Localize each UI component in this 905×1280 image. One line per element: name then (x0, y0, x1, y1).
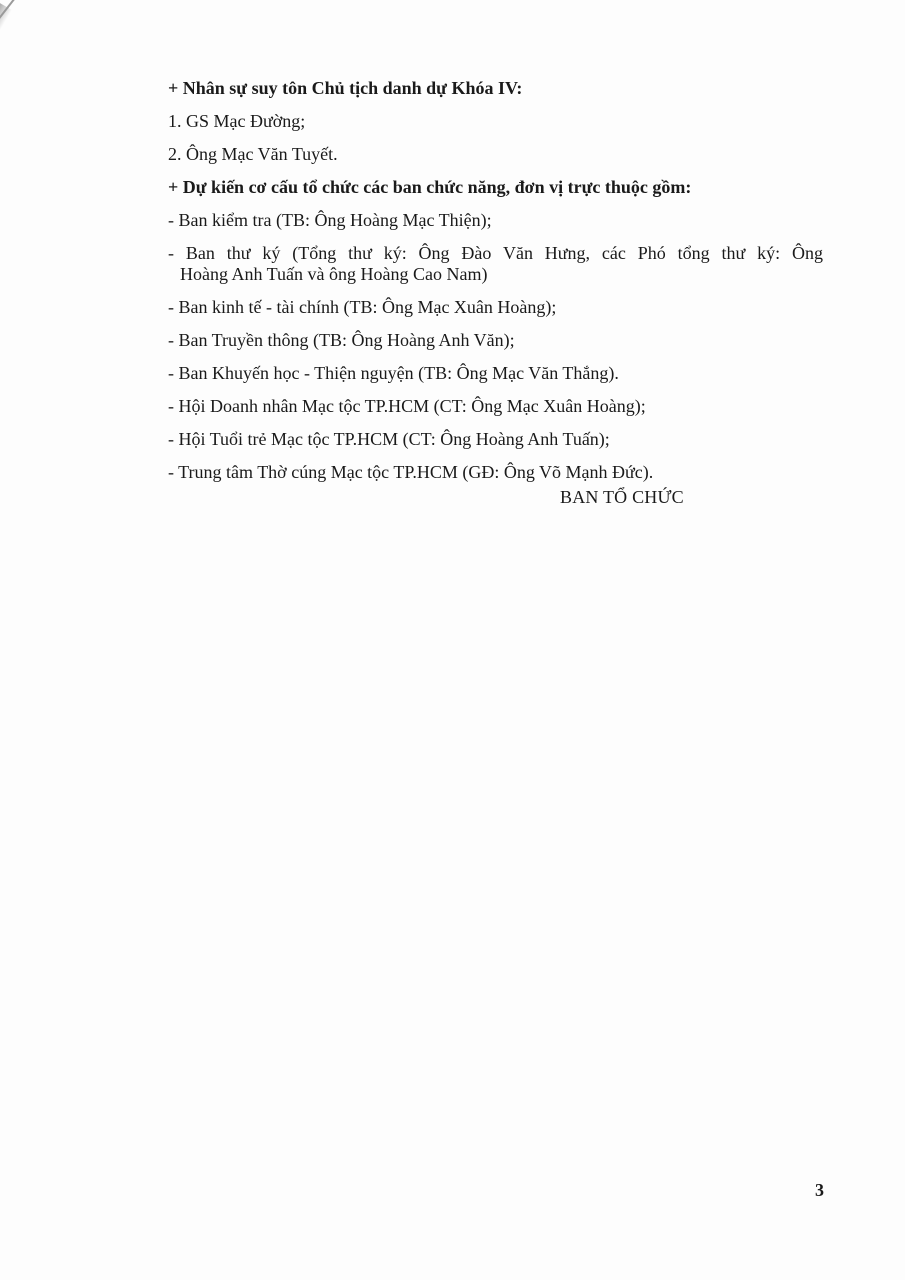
structure-item-line: - Ban thư ký (Tổng thư ký: Ông Đào Văn Hưng, các Phó tổng thư ký: Ông (168, 243, 823, 263)
signature-organizing-committee: BAN TỔ CHỨC (560, 487, 684, 507)
structure-item: - Ban kinh tế - tài chính (TB: Ông Mạc Xuân Hoàng); (168, 297, 557, 317)
heading-honorary: + Nhân sự suy tôn Chủ tịch danh dự Khóa IV: (168, 78, 523, 98)
honorary-item: 2. Ông Mạc Văn Tuyết. (168, 144, 338, 164)
structure-item: - Ban kiểm tra (TB: Ông Hoàng Mạc Thiện); (168, 210, 492, 230)
structure-item: - Hội Doanh nhân Mạc tộc TP.HCM (CT: Ông Mạc Xuân Hoàng); (168, 396, 646, 416)
structure-item: - Trung tâm Thờ cúng Mạc tộc TP.HCM (GĐ: Ông Võ Mạnh Đức). (168, 462, 654, 482)
structure-item-secretariat (168, 243, 823, 285)
structure-item-line-continued: Hoàng Anh Tuấn và ông Hoàng Cao Nam) (180, 264, 488, 284)
structure-item: - Ban Truyền thông (TB: Ông Hoàng Anh Văn); (168, 330, 515, 350)
structure-item: - Ban Khuyến học - Thiện nguyện (TB: Ông Mạc Văn Thắng). (168, 363, 619, 383)
structure-item: - Hội Tuổi trẻ Mạc tộc TP.HCM (CT: Ông Hoàng Anh Tuấn); (168, 429, 610, 449)
page-number: 3 (815, 1180, 824, 1200)
scan-fold-line (0, 0, 22, 94)
scan-corner-artifact (0, 0, 80, 110)
document-body (168, 78, 823, 495)
honorary-item: 1. GS Mạc Đường; (168, 111, 306, 131)
heading-structure: + Dự kiến cơ cấu tổ chức các ban chức năng, đơn vị trực thuộc gồm: (168, 177, 692, 197)
